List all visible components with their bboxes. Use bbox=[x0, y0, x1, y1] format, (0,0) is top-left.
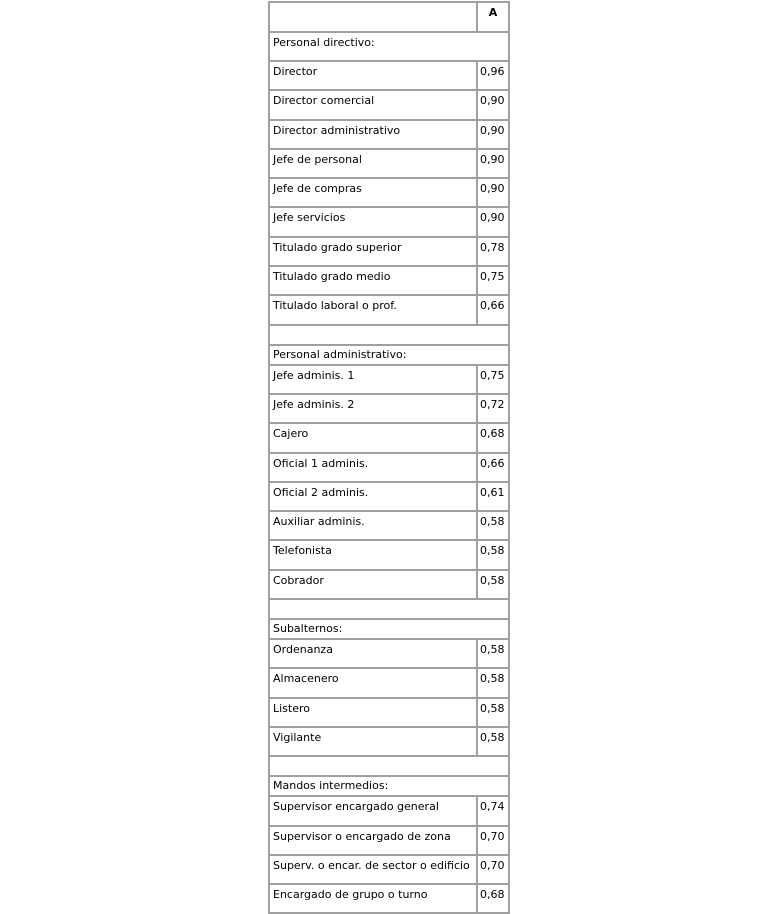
row-label: Titulado laboral o prof. bbox=[269, 295, 477, 324]
row-value: 0,58 bbox=[477, 639, 509, 668]
table-header-row bbox=[269, 2, 509, 32]
row-value: 0,72 bbox=[477, 394, 509, 423]
section-header-row bbox=[269, 345, 509, 365]
table-row bbox=[269, 511, 509, 540]
section-header-row bbox=[269, 32, 509, 61]
table-row bbox=[269, 453, 509, 482]
section-title: Subalternos: bbox=[269, 619, 509, 639]
row-value: 0,70 bbox=[477, 826, 509, 855]
row-value: 0,96 bbox=[477, 61, 509, 90]
table-row bbox=[269, 826, 509, 855]
row-label: Oficial 2 adminis. bbox=[269, 482, 477, 511]
row-value: 0,58 bbox=[477, 570, 509, 599]
row-value: 0,74 bbox=[477, 796, 509, 825]
row-value: 0,90 bbox=[477, 90, 509, 119]
table-row bbox=[269, 237, 509, 266]
row-label: Supervisor o encargado de zona bbox=[269, 826, 477, 855]
row-label: Jefe de personal bbox=[269, 149, 477, 178]
row-value: 0,78 bbox=[477, 237, 509, 266]
row-value: 0,58 bbox=[477, 668, 509, 697]
row-label: Jefe adminis. 2 bbox=[269, 394, 477, 423]
row-label: Almacenero bbox=[269, 668, 477, 697]
table-row bbox=[269, 295, 509, 324]
row-value: 0,90 bbox=[477, 120, 509, 149]
row-value: 0,90 bbox=[477, 149, 509, 178]
row-label: Cajero bbox=[269, 423, 477, 452]
table-row bbox=[269, 668, 509, 697]
table-row bbox=[269, 639, 509, 668]
row-value: 0,58 bbox=[477, 727, 509, 756]
row-value: 0,61 bbox=[477, 482, 509, 511]
row-label: Titulado grado superior bbox=[269, 237, 477, 266]
table-row bbox=[269, 796, 509, 825]
table-row bbox=[269, 698, 509, 727]
table-row bbox=[269, 727, 509, 756]
row-label: Vigilante bbox=[269, 727, 477, 756]
row-label: Director comercial bbox=[269, 90, 477, 119]
row-label: Encargado de grupo o turno bbox=[269, 884, 477, 913]
table-row bbox=[269, 423, 509, 452]
section-title: Personal directivo: bbox=[269, 32, 509, 61]
spacer-cell bbox=[269, 756, 509, 776]
row-value: 0,68 bbox=[477, 423, 509, 452]
section-header-row bbox=[269, 776, 509, 796]
spacer-cell bbox=[269, 599, 509, 619]
table-row bbox=[269, 365, 509, 394]
row-label: Oficial 1 adminis. bbox=[269, 453, 477, 482]
row-value: 0,66 bbox=[477, 295, 509, 324]
header-column-a: A bbox=[477, 2, 509, 32]
row-value: 0,58 bbox=[477, 511, 509, 540]
table-row bbox=[269, 570, 509, 599]
row-label: Jefe servicios bbox=[269, 207, 477, 236]
table-row bbox=[269, 90, 509, 119]
row-label: Director bbox=[269, 61, 477, 90]
coefficient-table bbox=[268, 1, 510, 914]
row-label: Ordenanza bbox=[269, 639, 477, 668]
row-label: Supervisor encargado general bbox=[269, 796, 477, 825]
row-label: Telefonista bbox=[269, 540, 477, 569]
table-row bbox=[269, 394, 509, 423]
row-label: Listero bbox=[269, 698, 477, 727]
table-row bbox=[269, 61, 509, 90]
table-row bbox=[269, 178, 509, 207]
row-value: 0,58 bbox=[477, 540, 509, 569]
row-value: 0,58 bbox=[477, 698, 509, 727]
row-value: 0,75 bbox=[477, 365, 509, 394]
section-title: Mandos intermedios: bbox=[269, 776, 509, 796]
table-row bbox=[269, 120, 509, 149]
row-label: Jefe adminis. 1 bbox=[269, 365, 477, 394]
table-row bbox=[269, 855, 509, 884]
row-label: Auxiliar adminis. bbox=[269, 511, 477, 540]
row-value: 0,90 bbox=[477, 178, 509, 207]
row-value: 0,90 bbox=[477, 207, 509, 236]
row-label: Titulado grado medio bbox=[269, 266, 477, 295]
row-label: Director administrativo bbox=[269, 120, 477, 149]
section-title: Personal administrativo: bbox=[269, 345, 509, 365]
spacer-row bbox=[269, 325, 509, 345]
row-value: 0,70 bbox=[477, 855, 509, 884]
section-header-row bbox=[269, 619, 509, 639]
table-row bbox=[269, 149, 509, 178]
table-row bbox=[269, 884, 509, 913]
table-row bbox=[269, 207, 509, 236]
table-row bbox=[269, 266, 509, 295]
row-value: 0,68 bbox=[477, 884, 509, 913]
row-label: Jefe de compras bbox=[269, 178, 477, 207]
header-empty-cell bbox=[269, 2, 477, 32]
spacer-row bbox=[269, 756, 509, 776]
spacer-cell bbox=[269, 325, 509, 345]
table-row bbox=[269, 482, 509, 511]
row-value: 0,66 bbox=[477, 453, 509, 482]
row-label: Superv. o encar. de sector o edificio bbox=[269, 855, 477, 884]
table-row bbox=[269, 540, 509, 569]
row-label: Cobrador bbox=[269, 570, 477, 599]
row-value: 0,75 bbox=[477, 266, 509, 295]
spacer-row bbox=[269, 599, 509, 619]
